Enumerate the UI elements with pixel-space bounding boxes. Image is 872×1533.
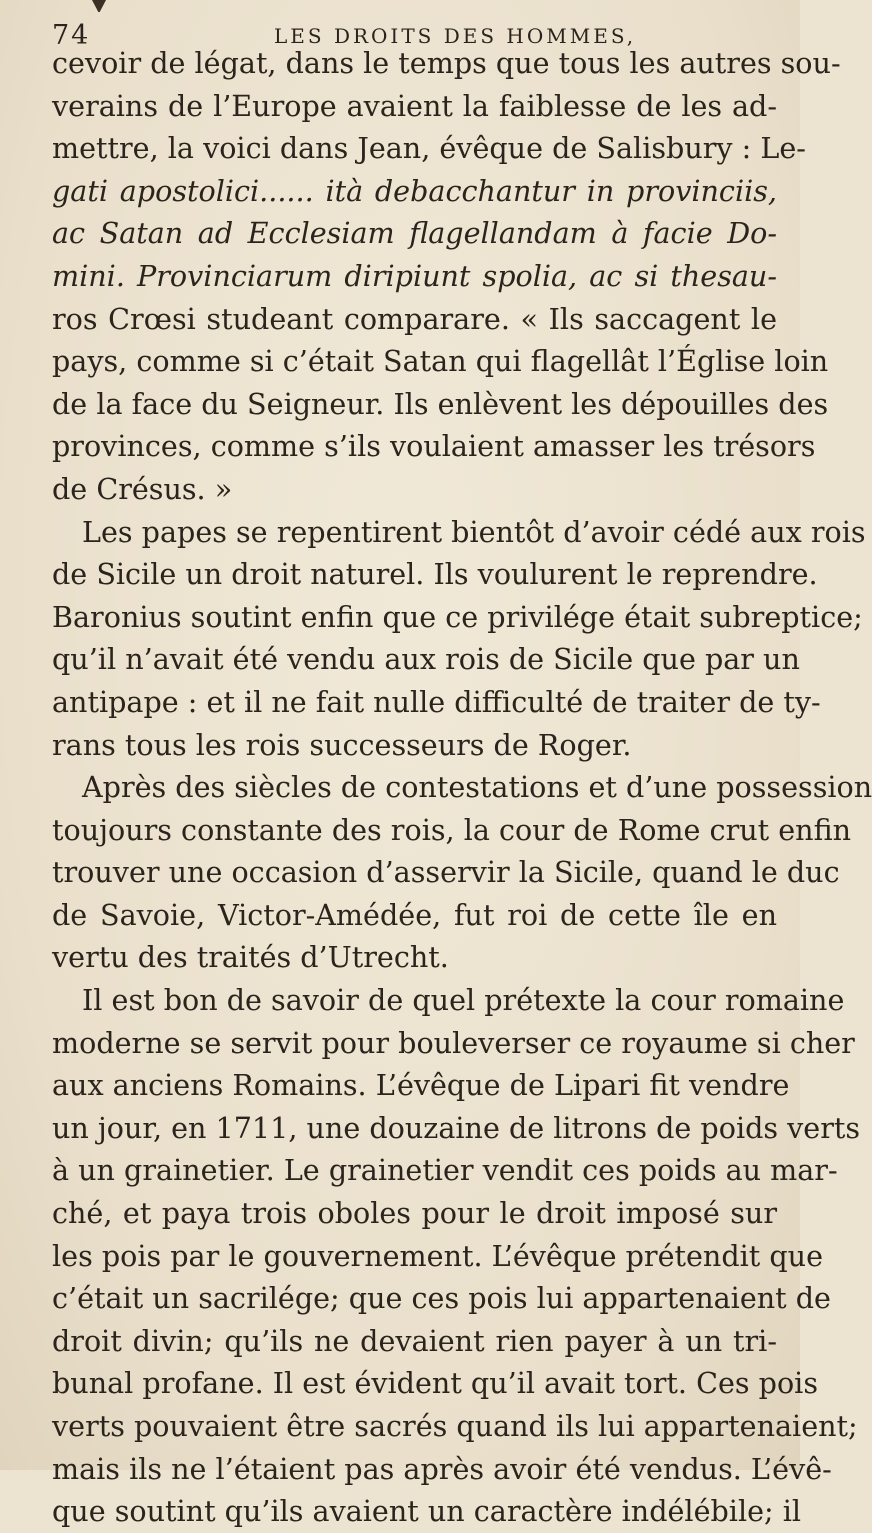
text-line: bunal profane. Il est évident qu’il avait tort. Ces pois: [52, 1366, 818, 1401]
text-line: ros Crœsi studeant comparare. « Ils saccagent le: [52, 301, 777, 336]
page-number: 74: [52, 20, 91, 51]
paragraph-start-line: Il est bon de savoir de quel prétexte la cour romaine: [82, 983, 845, 1018]
text-line: de Crésus. »: [52, 471, 233, 506]
text-line: trouver une occasion d’asservir la Sicile, quand le duc: [52, 855, 840, 890]
printer-ornament: [92, 0, 106, 12]
text-line: pays, comme si c’était Satan qui flagellât l’Église loin: [52, 344, 829, 379]
text-line: à un grainetier. Le grainetier vendit ces poids au mar-: [52, 1153, 838, 1188]
text-line: verains de l’Europe avaient la faiblesse de les ad-: [52, 88, 777, 123]
paragraph-start-line: Les papes se repentirent bientôt d’avoir cédé aux rois: [82, 514, 866, 549]
text-line: de la face du Seigneur. Ils enlèvent les dépouilles des: [52, 386, 829, 421]
text-line: de Sicile un droit naturel. Ils voulurent le reprendre.: [52, 557, 818, 592]
text-line: que soutint qu’ils avaient un caractère indélébile; il: [52, 1494, 802, 1529]
text-line: ché, et paya trois oboles pour le droit imposé sur: [52, 1196, 777, 1231]
text-line: les pois par le gouvernement. L’évêque prétendit que: [52, 1238, 823, 1273]
paragraph-start-line: Après des siècles de contestations et d’une possession: [82, 770, 872, 805]
text-line: qu’il n’avait été vendu aux rois de Sicile que par un: [52, 642, 800, 677]
text-line: de Savoie, Victor-Amédée, fut roi de cette île en: [52, 897, 777, 932]
text-line: verts pouvaient être sacrés quand ils lui appartenaient;: [52, 1409, 858, 1443]
text-line: mettre, la voici dans Jean, évêque de Salisbury : Le-: [52, 131, 806, 166]
latin-quote-line: gati apostolici...... ità debacchantur in provinciis,: [52, 173, 777, 208]
text-line: rans tous les rois successeurs de Roger.: [52, 727, 632, 762]
text-line: droit divin; qu’ils ne devaient rien payer à un tri-: [52, 1323, 777, 1358]
text-line: moderne se servit pour bouleverser ce royaume si cher: [52, 1025, 855, 1060]
text-line: un jour, en 1711, une douzaine de litrons de poids verts: [52, 1110, 861, 1145]
text-line: Baronius soutint enfin que ce privilége était subreptice;: [52, 599, 863, 634]
text-line: provinces, comme s’ils voulaient amasser les trésors: [52, 429, 816, 464]
latin-quote-line: mini. Provinciarum diripiunt spolia, ac si thesau-: [52, 258, 777, 293]
latin-quote-line: ac Satan ad Ecclesiam flagellandam à facie Do-: [52, 216, 777, 251]
text-line: c’était un sacrilége; que ces pois lui appartenaient de: [52, 1281, 831, 1316]
text-line: vertu des traités d’Utrecht.: [52, 940, 449, 975]
text-line: toujours constante des rois, la cour de Rome crut enfin: [52, 812, 852, 847]
text-line: aux anciens Romains. L’évêque de Lipari fit vendre: [52, 1068, 790, 1103]
text-line: cevoir de légat, dans le temps que tous les autres sou-: [52, 46, 841, 80]
body-text: [52, 42, 872, 1533]
running-head: LES DROITS DES HOMMES,: [274, 24, 637, 48]
text-line: antipape : et il ne fait nulle difficulté de traiter de ty-: [52, 684, 821, 719]
text-line: mais ils ne l’étaient pas après avoir été vendus. L’évê-: [52, 1451, 832, 1486]
